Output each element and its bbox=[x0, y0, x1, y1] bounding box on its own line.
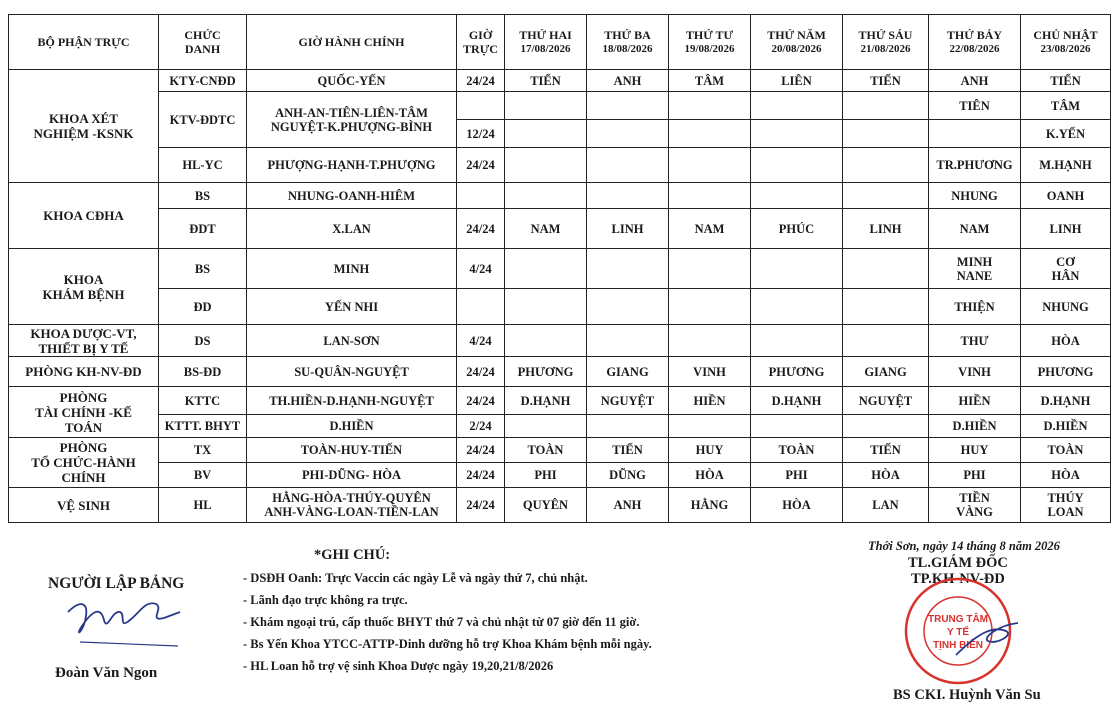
cell-day bbox=[669, 120, 751, 148]
duty-roster-table bbox=[8, 14, 1111, 523]
cell-day: PHI bbox=[929, 463, 1021, 488]
cell-day bbox=[505, 120, 587, 148]
cell-day: LINH bbox=[843, 209, 929, 249]
cell-day bbox=[843, 183, 929, 209]
dept-tchc: PHÒNG TỔ CHỨC-HÀNH CHÍNH bbox=[9, 438, 159, 488]
cell-title: BS bbox=[159, 183, 247, 209]
dept-kham-benh: KHOA KHÁM BỆNH bbox=[9, 249, 159, 325]
cell-day: PHI bbox=[505, 463, 587, 488]
cell-duty: 24/24 bbox=[457, 438, 505, 463]
cell-day: TOÀN bbox=[505, 438, 587, 463]
cell-day bbox=[587, 415, 669, 438]
col-day-tue: THỨ BA 18/08/2026 bbox=[587, 15, 669, 70]
col-office-hours: GIỜ HÀNH CHÍNH bbox=[247, 15, 457, 70]
cell-duty: 24/24 bbox=[457, 488, 505, 523]
cell-day: NHUNG bbox=[1021, 289, 1111, 325]
cell-duty: 24/24 bbox=[457, 148, 505, 183]
cell-day: D.HẠNH bbox=[1021, 387, 1111, 415]
col-day-sat: THỨ BẢY 22/08/2026 bbox=[929, 15, 1021, 70]
cell-day bbox=[843, 120, 929, 148]
cell-day: NGUYỆT bbox=[587, 387, 669, 415]
table-row bbox=[9, 415, 1111, 438]
cell-day bbox=[843, 325, 929, 357]
cell-day bbox=[587, 120, 669, 148]
cell-duty: 12/24 bbox=[457, 120, 505, 148]
cell-hours: MINH bbox=[247, 249, 457, 289]
table-row bbox=[9, 387, 1111, 415]
cell-day bbox=[751, 415, 843, 438]
cell-title: KTTC bbox=[159, 387, 247, 415]
cell-day: GIANG bbox=[843, 357, 929, 387]
cell-day bbox=[751, 120, 843, 148]
cell-day bbox=[843, 249, 929, 289]
cell-day: NAM bbox=[929, 209, 1021, 249]
cell-duty: 2/24 bbox=[457, 415, 505, 438]
cell-duty bbox=[457, 183, 505, 209]
cell-day bbox=[587, 148, 669, 183]
cell-day bbox=[505, 289, 587, 325]
director-title: TL.GIÁM ĐỐC TP.KH-NV-ĐD bbox=[908, 555, 1008, 587]
header-row bbox=[9, 15, 1111, 70]
cell-day bbox=[587, 325, 669, 357]
dept-tckt: PHÒNG TÀI CHÍNH -KẾ TOÁN bbox=[9, 387, 159, 438]
cell-title: KTV-ĐDTC bbox=[159, 92, 247, 148]
cell-day: TÂM bbox=[669, 70, 751, 92]
cell-day: ANH bbox=[587, 488, 669, 523]
cell-duty: 24/24 bbox=[457, 70, 505, 92]
table-row bbox=[9, 488, 1111, 523]
cell-day: TIỀN VÀNG bbox=[929, 488, 1021, 523]
cell-day: TOÀN bbox=[751, 438, 843, 463]
cell-day: PHƯƠNG bbox=[751, 357, 843, 387]
cell-day bbox=[669, 92, 751, 120]
cell-day bbox=[669, 183, 751, 209]
col-title: CHỨC DANH bbox=[159, 15, 247, 70]
cell-day bbox=[587, 289, 669, 325]
cell-title: BS bbox=[159, 249, 247, 289]
cell-day bbox=[669, 325, 751, 357]
cell-day: TOÀN bbox=[1021, 438, 1111, 463]
cell-day: THƯ bbox=[929, 325, 1021, 357]
cell-title: ĐD bbox=[159, 289, 247, 325]
cell-day: DŨNG bbox=[587, 463, 669, 488]
list-item: - DSĐH Oanh: Trực Vaccin các ngày Lễ và ngày thứ 7, chủ nhật. bbox=[243, 571, 588, 585]
cell-day bbox=[669, 249, 751, 289]
svg-text:Y TẾ: Y TẾ bbox=[946, 627, 970, 638]
cell-hours: NHUNG-OANH-HIÊM bbox=[247, 183, 457, 209]
cell-title: HL bbox=[159, 488, 247, 523]
list-item: - Lãnh đạo trực không ra trực. bbox=[243, 593, 408, 607]
cell-day bbox=[751, 183, 843, 209]
cell-day: M.HẠNH bbox=[1021, 148, 1111, 183]
cell-day: D.HẠNH bbox=[505, 387, 587, 415]
cell-day: HÒA bbox=[751, 488, 843, 523]
cell-duty: 24/24 bbox=[457, 209, 505, 249]
cell-day: TR.PHƯƠNG bbox=[929, 148, 1021, 183]
cell-day: QUYÊN bbox=[505, 488, 587, 523]
table-row bbox=[9, 249, 1111, 289]
cell-hours: LAN-SƠN bbox=[247, 325, 457, 357]
cell-day bbox=[505, 183, 587, 209]
cell-day: TIẾN bbox=[505, 70, 587, 92]
cell-day bbox=[587, 92, 669, 120]
cell-day: LINH bbox=[1021, 209, 1111, 249]
cell-day: HÒA bbox=[843, 463, 929, 488]
footer-notes bbox=[0, 539, 1114, 722]
cell-day bbox=[929, 120, 1021, 148]
col-duty-hours: GIỜ TRỰC bbox=[457, 15, 505, 70]
cell-day: HUY bbox=[929, 438, 1021, 463]
table-row bbox=[9, 70, 1111, 92]
dept-duoc: KHOA DƯỢC-VT, THIẾT BỊ Y TẾ bbox=[9, 325, 159, 357]
table-row bbox=[9, 209, 1111, 249]
col-dept: BỘ PHẬN TRỰC bbox=[9, 15, 159, 70]
cell-day: HÒA bbox=[1021, 463, 1111, 488]
cell-day: TIẾN bbox=[1021, 70, 1111, 92]
notes-list bbox=[243, 567, 652, 677]
cell-hours: TH.HIỀN-D.HẠNH-NGUYỆT bbox=[247, 387, 457, 415]
table-row bbox=[9, 148, 1111, 183]
cell-day: TIẾN bbox=[843, 70, 929, 92]
cell-duty bbox=[457, 289, 505, 325]
maker-name: Đoàn Văn Ngon bbox=[55, 665, 158, 681]
cell-title: TX bbox=[159, 438, 247, 463]
cell-day bbox=[751, 249, 843, 289]
cell-hours: D.HIỀN bbox=[247, 415, 457, 438]
cell-day: NAM bbox=[505, 209, 587, 249]
cell-day: HUY bbox=[669, 438, 751, 463]
notes-title: *GHI CHÚ: bbox=[314, 547, 391, 563]
table-row bbox=[9, 463, 1111, 488]
cell-title: BS-ĐD bbox=[159, 357, 247, 387]
cell-day: MINH NANE bbox=[929, 249, 1021, 289]
cell-day: LINH bbox=[587, 209, 669, 249]
cell-day bbox=[587, 249, 669, 289]
place-date: Thới Sơn, ngày 14 tháng 8 năm 2026 bbox=[868, 539, 1060, 553]
cell-day: PHƯƠNG bbox=[1021, 357, 1111, 387]
cell-day: LIÊN bbox=[751, 70, 843, 92]
list-item: - Bs Yến Khoa YTCC-ATTP-Dinh dưỡng hỗ trợ Khoa Khám bệnh mỗi ngày. bbox=[243, 637, 652, 651]
official-stamp-icon bbox=[896, 575, 1026, 687]
cell-day: TIÊN bbox=[929, 92, 1021, 120]
cell-day: ANH bbox=[587, 70, 669, 92]
cell-day: THIỆN bbox=[929, 289, 1021, 325]
table-row bbox=[9, 183, 1111, 209]
cell-day: NAM bbox=[669, 209, 751, 249]
cell-day: D.HIỀN bbox=[1021, 415, 1111, 438]
svg-text:TỊNH BIÊN: TỊNH BIÊN bbox=[933, 640, 983, 651]
maker-signature-icon bbox=[60, 590, 190, 650]
cell-hours: X.LAN bbox=[247, 209, 457, 249]
cell-day: ANH bbox=[929, 70, 1021, 92]
cell-day bbox=[843, 92, 929, 120]
cell-hours: TOÀN-HUY-TIẾN bbox=[247, 438, 457, 463]
table-row bbox=[9, 438, 1111, 463]
cell-hours: ANH-AN-TIÊN-LIÊN-TÂM NGUYỆT-K.PHƯỢNG-BÌNH bbox=[247, 92, 457, 148]
cell-day bbox=[669, 415, 751, 438]
cell-day: PHÚC bbox=[751, 209, 843, 249]
cell-day bbox=[669, 148, 751, 183]
cell-day: HÒA bbox=[669, 463, 751, 488]
cell-day bbox=[843, 148, 929, 183]
cell-day: VINH bbox=[929, 357, 1021, 387]
cell-day: LAN bbox=[843, 488, 929, 523]
col-day-wed: THỨ TƯ 19/08/2026 bbox=[669, 15, 751, 70]
table-row bbox=[9, 325, 1111, 357]
cell-day bbox=[505, 249, 587, 289]
cell-duty bbox=[457, 92, 505, 120]
cell-day: PHƯƠNG bbox=[505, 357, 587, 387]
cell-day: D.HẠNH bbox=[751, 387, 843, 415]
list-item: - HL Loan hỗ trợ vệ sinh Khoa Dược ngày 19,20,21/8/2026 bbox=[243, 659, 554, 673]
cell-day: TIẾN bbox=[843, 438, 929, 463]
cell-day: HẰNG bbox=[669, 488, 751, 523]
director-name: BS CKI. Huỳnh Văn Su bbox=[893, 687, 1041, 703]
cell-day: HIỀN bbox=[669, 387, 751, 415]
cell-day bbox=[843, 415, 929, 438]
cell-hours: QUỐC-YẾN bbox=[247, 70, 457, 92]
cell-day: THÚY LOAN bbox=[1021, 488, 1111, 523]
cell-duty: 24/24 bbox=[457, 387, 505, 415]
cell-title: KTY-CNĐD bbox=[159, 70, 247, 92]
cell-day bbox=[505, 415, 587, 438]
cell-duty: 24/24 bbox=[457, 463, 505, 488]
cell-day: TÂM bbox=[1021, 92, 1111, 120]
cell-day: K.YẾN bbox=[1021, 120, 1111, 148]
cell-day: D.HIỀN bbox=[929, 415, 1021, 438]
table-row bbox=[9, 289, 1111, 325]
cell-hours: HẰNG-HÒA-THÚY-QUYÊN ANH-VÀNG-LOAN-TIỀN-LAN bbox=[247, 488, 457, 523]
dept-ve-sinh: VỆ SINH bbox=[9, 488, 159, 523]
cell-day: VINH bbox=[669, 357, 751, 387]
cell-day bbox=[751, 325, 843, 357]
cell-title: HL-YC bbox=[159, 148, 247, 183]
cell-day bbox=[587, 183, 669, 209]
cell-hours: PHƯỢNG-HẠNH-T.PHƯỢNG bbox=[247, 148, 457, 183]
cell-day bbox=[751, 148, 843, 183]
cell-day: NGUYỆT bbox=[843, 387, 929, 415]
dept-cdha: KHOA CĐHA bbox=[9, 183, 159, 249]
cell-hours: SU-QUÂN-NGUYỆT bbox=[247, 357, 457, 387]
cell-day bbox=[751, 92, 843, 120]
dept-khnv: PHÒNG KH-NV-ĐD bbox=[9, 357, 159, 387]
cell-title: BV bbox=[159, 463, 247, 488]
svg-text:TRUNG TÂM: TRUNG TÂM bbox=[928, 614, 988, 625]
maker-title: NGƯỜI LẬP BẢNG bbox=[48, 575, 185, 592]
cell-day bbox=[505, 325, 587, 357]
cell-day: OANH bbox=[1021, 183, 1111, 209]
cell-title: ĐDT bbox=[159, 209, 247, 249]
col-day-fri: THỨ SÁU 21/08/2026 bbox=[843, 15, 929, 70]
cell-hours: PHI-DŨNG- HÒA bbox=[247, 463, 457, 488]
cell-day bbox=[505, 92, 587, 120]
cell-day bbox=[669, 289, 751, 325]
cell-day: HÒA bbox=[1021, 325, 1111, 357]
col-day-thu: THỨ NĂM 20/08/2026 bbox=[751, 15, 843, 70]
cell-title: KTTT. BHYT bbox=[159, 415, 247, 438]
cell-day: PHI bbox=[751, 463, 843, 488]
cell-duty: 4/24 bbox=[457, 325, 505, 357]
cell-day: CƠ HÂN bbox=[1021, 249, 1111, 289]
cell-day bbox=[505, 148, 587, 183]
cell-day: GIANG bbox=[587, 357, 669, 387]
list-item: - Khám ngoại trú, cấp thuốc BHYT thứ 7 và chủ nhật từ 07 giờ đến 11 giờ. bbox=[243, 615, 640, 629]
cell-day: TIẾN bbox=[587, 438, 669, 463]
col-day-sun: CHỦ NHẬT 23/08/2026 bbox=[1021, 15, 1111, 70]
cell-title: DS bbox=[159, 325, 247, 357]
cell-day: HIỀN bbox=[929, 387, 1021, 415]
cell-hours: YẾN NHI bbox=[247, 289, 457, 325]
cell-duty: 4/24 bbox=[457, 249, 505, 289]
cell-day bbox=[751, 289, 843, 325]
cell-day: NHUNG bbox=[929, 183, 1021, 209]
table-row bbox=[9, 92, 1111, 120]
cell-day bbox=[843, 289, 929, 325]
duty-roster-sheet bbox=[8, 14, 1110, 523]
table-row bbox=[9, 357, 1111, 387]
dept-ksnk: KHOA XÉT NGHIỆM -KSNK bbox=[9, 70, 159, 183]
cell-duty: 24/24 bbox=[457, 357, 505, 387]
col-day-mon: THỨ HAI 17/08/2026 bbox=[505, 15, 587, 70]
